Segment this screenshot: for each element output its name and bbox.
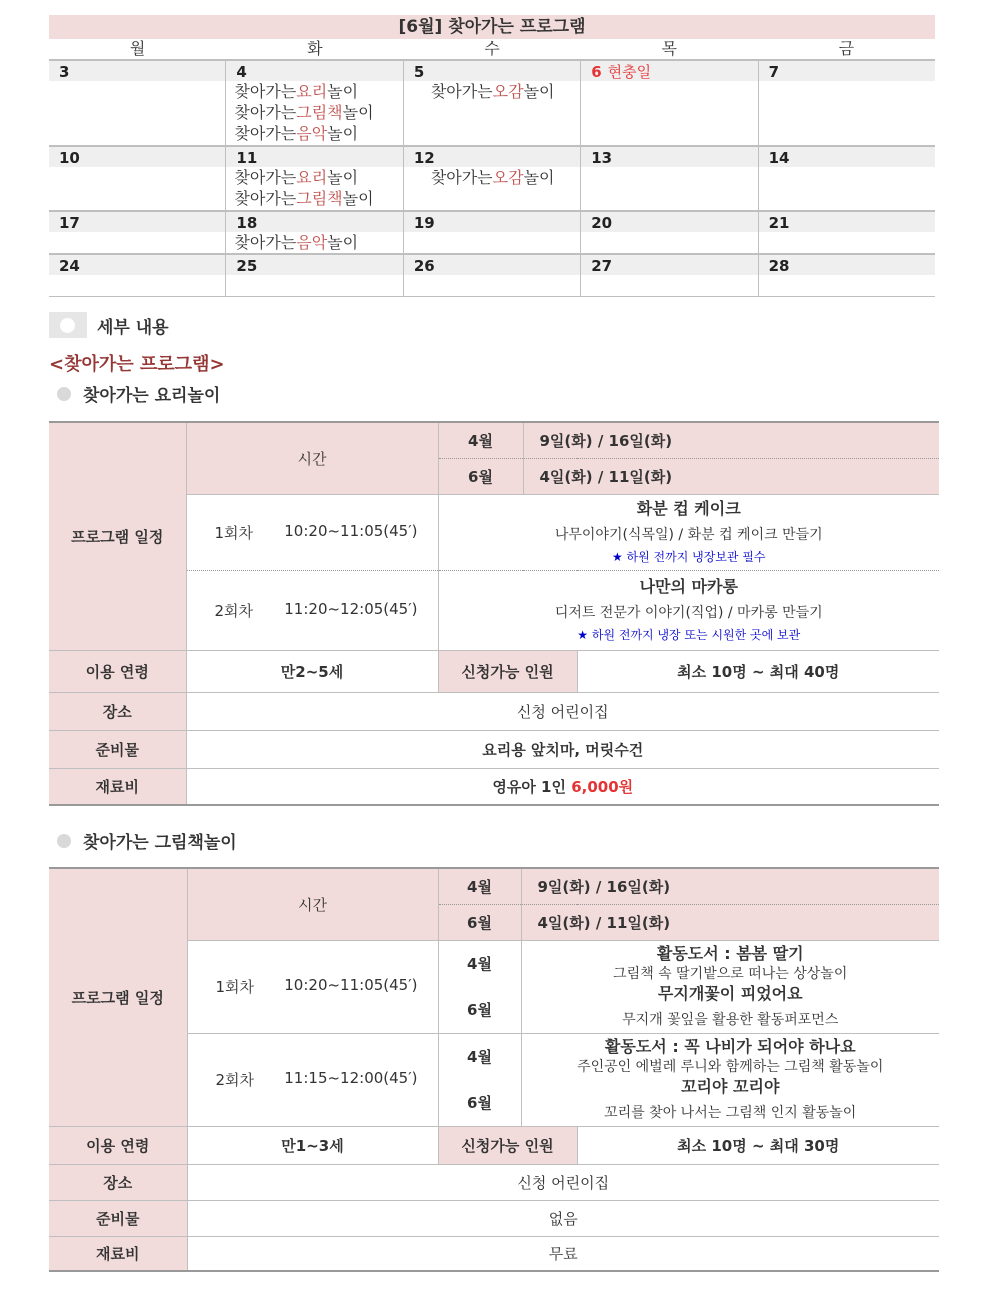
- fee-cell: [186, 768, 939, 805]
- capacity-value: 최소 10명 ~ 최대 40명: [577, 650, 939, 692]
- calendar-day: [759, 253, 935, 296]
- prep-value: 요리용 앞치마, 머릿수건: [186, 730, 939, 768]
- weekday-fri: 금: [838, 39, 855, 58]
- fee-value: 6,000원: [571, 777, 634, 796]
- session-time: 10:20~11:05(45′): [284, 521, 418, 540]
- activity-title: 무지개꽃이 피었어요: [657, 983, 803, 1003]
- day-number: 18: [226, 210, 402, 232]
- session-time: 10:20~11:05(45′): [284, 976, 418, 994]
- session-label: 2회차: [214, 601, 254, 620]
- day-number: 20: [581, 210, 757, 232]
- event-prefix: 찾아가는: [234, 189, 297, 208]
- session-2-months: [438, 1033, 521, 1126]
- event-keyword: 오감: [492, 82, 524, 101]
- age-value: 만1~3세: [187, 1126, 438, 1164]
- calendar-day: [49, 210, 226, 253]
- event-prefix: 찾아가는: [234, 103, 297, 122]
- session-time: 11:15~12:00(45′): [284, 1069, 418, 1087]
- calendar-event: [226, 123, 402, 144]
- calendar-day: [49, 253, 226, 296]
- calendar-day: [404, 59, 581, 145]
- activity-desc: 나무이야기(식목일) / 화분 컵 케이크 만들기: [554, 526, 823, 543]
- month-label: 4월: [467, 954, 492, 973]
- prep-label: 준비물: [49, 1200, 187, 1236]
- cooking-heading: [57, 381, 220, 406]
- event-keyword: 음악: [296, 233, 328, 252]
- session-1: [187, 940, 438, 1033]
- schedule-label: 프로그램 일정: [49, 422, 186, 650]
- event-prefix: 찾아가는: [234, 233, 297, 252]
- weekday-thu: 목: [661, 39, 677, 58]
- activity-desc: 그림책 속 딸기밭으로 떠나는 상상놀이: [613, 965, 848, 982]
- event-suffix: 놀이: [523, 168, 555, 187]
- month-label: 4월: [438, 422, 523, 458]
- calendar-event: [404, 81, 580, 102]
- holiday-date: 6: [591, 63, 602, 81]
- event-suffix: 놀이: [523, 82, 555, 101]
- day-number: 14: [759, 145, 935, 167]
- activity-desc: 주인공인 에벌레 루니와 함께하는 그림책 활동놀이: [577, 1058, 884, 1075]
- picturebook-heading-text: 찾아가는 그림책놀이: [83, 833, 237, 853]
- calendar-event: [226, 232, 402, 253]
- calendar-day: [404, 145, 581, 210]
- day-number: 5: [404, 59, 580, 81]
- event-keyword: 음악: [296, 124, 328, 143]
- day-number: 11: [226, 145, 402, 167]
- calendar-week: [49, 210, 935, 253]
- event-keyword: 그림책: [296, 189, 343, 208]
- event-prefix: 찾아가는: [430, 82, 493, 101]
- month-dates: 9일(화) / 16일(화): [521, 868, 939, 904]
- month-dates: 9일(화) / 16일(화): [523, 422, 939, 458]
- picturebook-heading: [57, 828, 237, 853]
- month-label: 4월: [438, 868, 521, 904]
- calendar-day: [759, 210, 935, 253]
- bullet-dot-icon: [57, 834, 71, 848]
- month-label: 6월: [467, 1000, 492, 1019]
- calendar-day: [226, 59, 403, 145]
- activity-title: 활동도서 : 꼭 나비가 되어야 하나요: [604, 1036, 856, 1056]
- calendar-event: [404, 167, 580, 188]
- activity-title: 꼬리야 꼬리야: [681, 1076, 780, 1096]
- session-1-content: [521, 940, 939, 1033]
- event-suffix: 놀이: [327, 82, 359, 101]
- place-value: 신청 어린이집: [187, 1164, 939, 1200]
- event-prefix: 찾아가는: [234, 168, 297, 187]
- session-label: 2회차: [215, 1071, 255, 1089]
- capacity-label: 신청가능 인원: [438, 650, 577, 692]
- calendar-week: [49, 253, 935, 296]
- month-label: 4월: [467, 1047, 492, 1066]
- event-keyword: 오감: [492, 168, 524, 187]
- calendar-week: [49, 59, 935, 145]
- calendar-day: [581, 253, 758, 296]
- session-time: 11:20~12:05(45′): [284, 599, 418, 618]
- calendar-day: [404, 253, 581, 296]
- fee-prefix: 영유아 1인: [492, 777, 566, 796]
- calendar-event: [226, 102, 402, 123]
- calendar-day: [226, 145, 403, 210]
- day-number: 24: [49, 253, 225, 275]
- circle-icon: [49, 312, 87, 338]
- age-label: 이용 연령: [49, 1126, 187, 1164]
- place-label: 장소: [49, 1164, 187, 1200]
- day-number: 17: [49, 210, 225, 232]
- weekday-mon: 월: [129, 39, 146, 58]
- calendar-day-holiday: [581, 59, 758, 145]
- activity-desc: 디저트 전문가 이야기(직업) / 마카롱 만들기: [554, 604, 823, 621]
- cooking-program-table: [49, 421, 939, 806]
- calendar-event: [226, 188, 402, 209]
- bullet-dot-icon: [57, 387, 71, 401]
- calendar-grid: [49, 59, 935, 297]
- day-number: 3: [49, 59, 225, 81]
- time-label: 시간: [186, 422, 438, 494]
- event-keyword: 그림책: [296, 103, 343, 122]
- program-title: <찾아가는 프로그램>: [49, 354, 225, 375]
- day-number: 28: [759, 253, 935, 275]
- event-suffix: 놀이: [327, 233, 359, 252]
- fee-label: 재료비: [49, 768, 186, 805]
- month-dates: 4일(화) / 11일(화): [523, 458, 939, 494]
- calendar-day: [49, 145, 226, 210]
- event-suffix: 놀이: [327, 168, 359, 187]
- event-prefix: 찾아가는: [430, 168, 493, 187]
- activity-desc: 꼬리를 찾아 나서는 그림책 인지 활동놀이: [604, 1104, 857, 1121]
- cooking-heading-text: 찾아가는 요리놀이: [83, 386, 221, 406]
- calendar-title: [6월] 찾아가는 프로그램: [49, 15, 935, 39]
- holiday-name: 현충일: [607, 63, 652, 81]
- calendar-day: [759, 145, 935, 210]
- prep-label: 준비물: [49, 730, 186, 768]
- calendar-day: [759, 59, 935, 145]
- session-1-months: [438, 940, 521, 1033]
- event-keyword: 요리: [296, 168, 328, 187]
- session-label: 1회차: [214, 523, 254, 542]
- calendar-event: [226, 81, 402, 102]
- section-heading: [49, 312, 169, 338]
- schedule-label: 프로그램 일정: [49, 868, 187, 1126]
- day-number: 10: [49, 145, 225, 167]
- fee-value: 무료: [187, 1236, 939, 1271]
- month-label: 6월: [467, 1093, 492, 1112]
- calendar-day: [404, 210, 581, 253]
- calendar: [49, 15, 935, 297]
- session-2-content: [438, 570, 939, 650]
- month-dates: 4일(화) / 11일(화): [521, 904, 939, 940]
- weekday-header: [49, 39, 935, 59]
- day-number: 13: [581, 145, 757, 167]
- session-2: [186, 570, 438, 650]
- day-number: 4: [226, 59, 402, 81]
- calendar-day: [49, 59, 226, 145]
- weekday-wed: 수: [484, 39, 500, 58]
- activity-note: ★ 하원 전까지 냉장보관 필수: [611, 549, 766, 564]
- day-number: 21: [759, 210, 935, 232]
- day-number: 25: [226, 253, 402, 275]
- prep-value: 없음: [187, 1200, 939, 1236]
- event-keyword: 요리: [296, 82, 328, 101]
- month-label: 6월: [438, 458, 523, 494]
- day-number: 19: [404, 210, 580, 232]
- event-prefix: 찾아가는: [234, 124, 297, 143]
- place-value: 신청 어린이집: [186, 692, 939, 730]
- activity-desc: 무지개 꽃잎을 활용한 활동퍼포먼스: [622, 1011, 839, 1028]
- day-number: 12: [404, 145, 580, 167]
- activity-title: 화분 컵 케이크: [636, 498, 741, 518]
- month-label: 6월: [438, 904, 521, 940]
- calendar-week: [49, 145, 935, 210]
- capacity-label: 신청가능 인원: [438, 1126, 577, 1164]
- age-value: 만2~5세: [186, 650, 438, 692]
- calendar-day: [581, 210, 758, 253]
- session-2-content: [521, 1033, 939, 1126]
- picturebook-program-table: [49, 867, 939, 1272]
- activity-title: 활동도서 : 봄봄 딸기: [656, 943, 804, 963]
- calendar-day: [581, 145, 758, 210]
- event-suffix: 놀이: [342, 103, 374, 122]
- place-label: 장소: [49, 692, 186, 730]
- event-suffix: 놀이: [327, 124, 359, 143]
- calendar-day: [226, 210, 403, 253]
- event-suffix: 놀이: [342, 189, 374, 208]
- event-prefix: 찾아가는: [234, 82, 297, 101]
- capacity-value: 최소 10명 ~ 최대 30명: [577, 1126, 939, 1164]
- session-2: [187, 1033, 438, 1126]
- day-number: 26: [404, 253, 580, 275]
- weekday-tue: 화: [307, 39, 323, 58]
- calendar-day: [226, 253, 403, 296]
- fee-label: 재료비: [49, 1236, 187, 1271]
- day-number: 7: [759, 59, 935, 81]
- calendar-event: [226, 167, 402, 188]
- session-1-content: [438, 494, 939, 570]
- time-label: 시간: [187, 868, 438, 940]
- session-1: [186, 494, 438, 570]
- session-label: 1회차: [215, 978, 255, 996]
- section-title: 세부 내용: [97, 317, 169, 338]
- activity-note: ★ 하원 전까지 냉장 또는 시원한 곳에 보관: [577, 627, 801, 642]
- day-number: [581, 59, 757, 81]
- age-label: 이용 연령: [49, 650, 186, 692]
- activity-title: 나만의 마카롱: [639, 576, 738, 596]
- day-number: 27: [581, 253, 757, 275]
